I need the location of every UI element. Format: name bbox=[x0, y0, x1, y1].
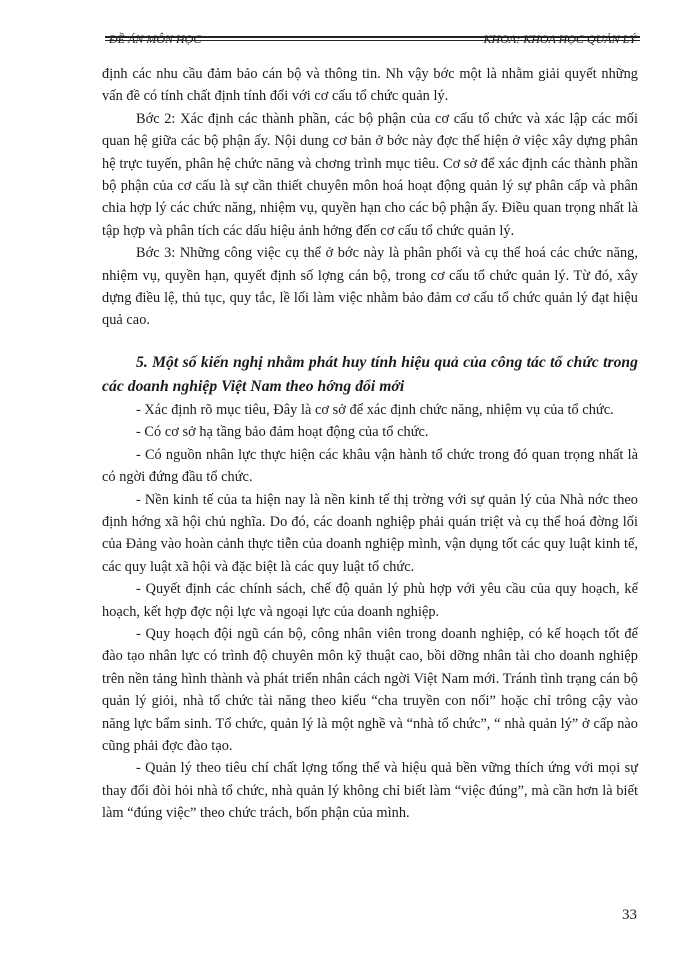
header-course-title: ĐỀ ÁN MÔN HỌC bbox=[109, 32, 202, 46]
paragraph-step-3: Bớc 3: Những công việc cụ thể ở bớc này là phân phối và cụ thể hoá các chức năng, nhiệm vụ, quyền hạn, quyết định số lợng cán bộ, trong cơ cấu tổ chức quản lý. Từ đó, xây dựng điều lệ, thủ tục, quy tắc, lề lối làm việc nhằm bảo đảm cơ cấu tổ chức quản lý đạt hiệu quả cao. bbox=[102, 245, 638, 329]
header-rule-thick bbox=[105, 36, 640, 38]
section-heading: 5. Một số kiến nghị nhằm phát huy tính hiệu quả của công tác tổ chức trong các doanh nghiệp Việt Nam theo hớng đổi mới bbox=[102, 353, 638, 395]
bullet-item: - Có nguồn nhân lực thực hiện các khâu vận hành tổ chức trong đó quan trọng nhất là có ngời đứng đầu tổ chức. bbox=[102, 446, 638, 486]
paragraph-step-2: Bớc 2: Xác định các thành phần, các bộ phận của cơ cấu tổ chức và xác lập các mối quan hệ giữa các bộ phận ấy. Nội dung cơ bản ở bớc này đợc thể hiện ở việc xây dựng phân hệ trực tuyến, phân hệ chức năng và chơng trình mục tiêu. Cơ sở để xác định các thành phần bộ phận của cơ cấu là sự cần thiết chuyên môn hoá hoạt động quản lý sự phân cấp và phân chia hợp lý các chức năng, nhiệm vụ, quyền hạn cho các bộ phận ấy. Điều quan trọng nhất là tập hợp và phân tích các dấu hiệu ảnh hởng đến cơ cấu tổ chức quản lý. bbox=[102, 110, 638, 239]
bullet-item: - Quản lý theo tiêu chí chất lợng tổng thể và hiệu quả bền vững thích ứng với mọi sự thay đổi đòi hỏi nhà tổ chức, nhà quản lý không chỉ biết làm “việc đúng”, mà cần hơn là biết làm “đúng việc” theo chức trách, bổn phận của mình. bbox=[102, 760, 638, 822]
bullet-item: - Có cơ sở hạ tầng bảo đảm hoạt động của tổ chức. bbox=[136, 424, 429, 441]
bullet-item: - Quy hoạch đội ngũ cán bộ, công nhân viên trong doanh nghiệp, có kế hoạch tốt để đào tạo nhân lực có trình độ chuyên môn kỹ thuật cao, bồi dỡng nhân tài cho doanh nghiệp trên nền tảng hình thành và phát triển nhân cách ngời Việt Nam mới. Tránh tình trạng cán bộ quản lý giỏi, nhà tổ chức tài năng theo kiểu “cha truyền con nối” hoặc chỉ trông cậy vào năng lực bẩm sinh. Tổ chức, quản lý là một nghề và “nhà tổ chức”, “ nhà quản lý” ở cấp nào cũng phải đợc đào tạo. bbox=[102, 625, 638, 754]
page-number: 33 bbox=[622, 907, 637, 923]
paragraph-continuation: định các nhu cầu đảm bảo cán bộ và thông tin. Nh vậy bớc một là nhằm giải quyết những vấn đề có tính chất định tính đối với cơ cấu tổ chức quản lý. bbox=[102, 66, 638, 105]
header-rule-thin bbox=[105, 40, 640, 41]
bullet-item: - Nền kinh tế của ta hiện nay là nền kinh tế thị trờng với sự quản lý của Nhà nớc theo định hớng xã hội chủ nghĩa. Do đó, các doanh nghiệp phải quán triệt và cụ thể hoá đờng lối của Đảng vào hoàn cảnh thực tiễn của doanh nghiệp mình, vận dụng tốt các quy luật kinh tế, các quy luật xã hội và đặc biệt là các quy luật tổ chức. bbox=[102, 491, 638, 575]
body-text bbox=[102, 63, 638, 825]
bullet-item: - Xác định rõ mục tiêu, Đây là cơ sở để xác định chức năng, nhiệm vụ của tổ chức. bbox=[136, 401, 614, 418]
bullet-item: - Quyết định các chính sách, chế độ quản lý phù hợp với yêu cầu của quy hoạch, kế hoạch, kết hợp đợc nội lực và ngoại lực của doanh nghiệp. bbox=[102, 581, 638, 620]
header-faculty: KHOA: KHOA HỌC QUẢN LÝ bbox=[483, 32, 636, 46]
